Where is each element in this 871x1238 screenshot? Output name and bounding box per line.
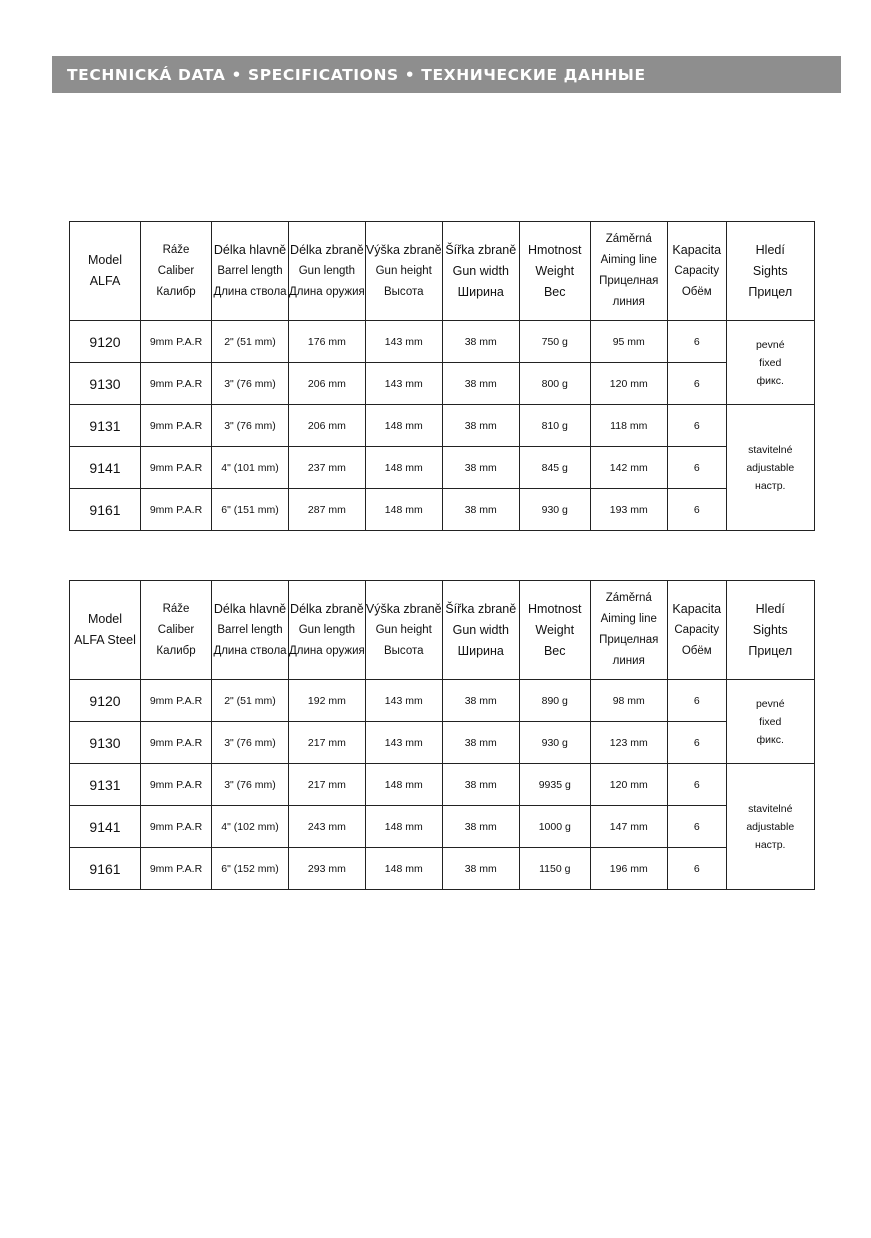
length-cell: 206 mm	[289, 405, 366, 447]
length-cell: 243 mm	[289, 806, 366, 848]
width-cell: 38 mm	[442, 405, 519, 447]
header-caliber: Ráže Caliber Калибр	[141, 222, 212, 321]
caliber-cell: 9mm P.A.R	[141, 722, 212, 764]
table-row	[70, 848, 815, 890]
table-row	[70, 806, 815, 848]
capacity-cell: 6	[667, 405, 726, 447]
capacity-cell: 6	[667, 764, 726, 806]
weight-cell: 930 g	[519, 489, 590, 531]
capacity-cell: 6	[667, 680, 726, 722]
banner-title: TECHNICKÁ DATA • SPECIFICATIONS • ТЕХНИЧЕСКИЕ ДАННЫЕ	[67, 66, 646, 84]
header-weight: Hmotnost Weight Вес	[519, 581, 590, 680]
width-cell: 38 mm	[442, 447, 519, 489]
model-number: 9130	[70, 722, 141, 764]
spec-table-alfa	[69, 221, 815, 531]
barrel-cell: 2" (51 mm)	[212, 321, 289, 363]
height-cell: 148 mm	[365, 489, 442, 531]
header-barrel-length: Délka hlavně Barrel length Длина ствола	[212, 581, 289, 680]
header-barrel-length: Délka hlavně Barrel length Длина ствола	[212, 222, 289, 321]
header-sights: Hledí Sights Прицел	[726, 222, 814, 321]
sights-adjustable-cell: stavitelné adjustable настр.	[726, 405, 814, 531]
header-gun-length: Délka zbraně Gun length Длина оружия	[289, 581, 366, 680]
width-cell: 38 mm	[442, 321, 519, 363]
table-row	[70, 680, 815, 722]
capacity-cell: 6	[667, 447, 726, 489]
header-row	[70, 581, 815, 680]
caliber-cell: 9mm P.A.R	[141, 848, 212, 890]
header-capacity: Kapacita Capacity Обём	[667, 222, 726, 321]
header-model: Model ALFA Steel	[70, 581, 141, 680]
height-cell: 143 mm	[365, 321, 442, 363]
height-cell: 148 mm	[365, 764, 442, 806]
header-gun-height: Výška zbraně Gun height Высота	[365, 222, 442, 321]
width-cell: 38 mm	[442, 764, 519, 806]
header-model: Model ALFA	[70, 222, 141, 321]
model-number: 9161	[70, 489, 141, 531]
width-cell: 38 mm	[442, 489, 519, 531]
weight-cell: 750 g	[519, 321, 590, 363]
height-cell: 143 mm	[365, 680, 442, 722]
sights-fixed-cell: pevné fixed фикс.	[726, 680, 814, 764]
sights-fixed-cell: pevné fixed фикс.	[726, 321, 814, 405]
header-gun-width: Šířka zbraně Gun width Ширина	[442, 581, 519, 680]
aiming-cell: 120 mm	[590, 764, 667, 806]
length-cell: 217 mm	[289, 722, 366, 764]
height-cell: 148 mm	[365, 447, 442, 489]
width-cell: 38 mm	[442, 363, 519, 405]
capacity-cell: 6	[667, 722, 726, 764]
width-cell: 38 mm	[442, 680, 519, 722]
capacity-cell: 6	[667, 806, 726, 848]
table-row	[70, 489, 815, 531]
length-cell: 176 mm	[289, 321, 366, 363]
capacity-cell: 6	[667, 848, 726, 890]
weight-cell: 890 g	[519, 680, 590, 722]
table-row	[70, 447, 815, 489]
barrel-cell: 4" (101 mm)	[212, 447, 289, 489]
aiming-cell: 142 mm	[590, 447, 667, 489]
barrel-cell: 3" (76 mm)	[212, 722, 289, 764]
barrel-cell: 4" (102 mm)	[212, 806, 289, 848]
width-cell: 38 mm	[442, 848, 519, 890]
caliber-cell: 9mm P.A.R	[141, 321, 212, 363]
table-row	[70, 764, 815, 806]
model-number: 9120	[70, 321, 141, 363]
caliber-cell: 9mm P.A.R	[141, 806, 212, 848]
header-gun-height: Výška zbraně Gun height Высота	[365, 581, 442, 680]
weight-cell: 9935 g	[519, 764, 590, 806]
height-cell: 148 mm	[365, 806, 442, 848]
caliber-cell: 9mm P.A.R	[141, 447, 212, 489]
weight-cell: 930 g	[519, 722, 590, 764]
barrel-cell: 6" (151 mm)	[212, 489, 289, 531]
weight-cell: 800 g	[519, 363, 590, 405]
table-row	[70, 722, 815, 764]
table-row	[70, 321, 815, 363]
caliber-cell: 9mm P.A.R	[141, 405, 212, 447]
height-cell: 148 mm	[365, 405, 442, 447]
aiming-cell: 118 mm	[590, 405, 667, 447]
model-number: 9141	[70, 806, 141, 848]
barrel-cell: 3" (76 mm)	[212, 363, 289, 405]
barrel-cell: 3" (76 mm)	[212, 405, 289, 447]
model-number: 9131	[70, 764, 141, 806]
header-aiming-line: Záměrná Aiming line Прицелная линия	[590, 222, 667, 321]
caliber-cell: 9mm P.A.R	[141, 489, 212, 531]
capacity-cell: 6	[667, 363, 726, 405]
model-number: 9130	[70, 363, 141, 405]
height-cell: 143 mm	[365, 363, 442, 405]
header-capacity: Kapacita Capacity Обём	[667, 581, 726, 680]
barrel-cell: 2" (51 mm)	[212, 680, 289, 722]
caliber-cell: 9mm P.A.R	[141, 680, 212, 722]
page-banner	[52, 56, 841, 93]
model-number: 9141	[70, 447, 141, 489]
length-cell: 192 mm	[289, 680, 366, 722]
aiming-cell: 95 mm	[590, 321, 667, 363]
spec-table-alfa-steel	[69, 580, 815, 890]
weight-cell: 1150 g	[519, 848, 590, 890]
header-gun-width: Šířka zbraně Gun width Ширина	[442, 222, 519, 321]
height-cell: 143 mm	[365, 722, 442, 764]
barrel-cell: 6" (152 mm)	[212, 848, 289, 890]
aiming-cell: 120 mm	[590, 363, 667, 405]
height-cell: 148 mm	[365, 848, 442, 890]
header-gun-length: Délka zbraně Gun length Длина оружия	[289, 222, 366, 321]
capacity-cell: 6	[667, 489, 726, 531]
weight-cell: 1000 g	[519, 806, 590, 848]
model-number: 9161	[70, 848, 141, 890]
sights-adjustable-cell: stavitelné adjustable настр.	[726, 764, 814, 890]
length-cell: 293 mm	[289, 848, 366, 890]
model-number: 9120	[70, 680, 141, 722]
table-row	[70, 363, 815, 405]
width-cell: 38 mm	[442, 806, 519, 848]
aiming-cell: 147 mm	[590, 806, 667, 848]
header-aiming-line: Záměrná Aiming line Прицелная линия	[590, 581, 667, 680]
capacity-cell: 6	[667, 321, 726, 363]
aiming-cell: 196 mm	[590, 848, 667, 890]
aiming-cell: 123 mm	[590, 722, 667, 764]
aiming-cell: 193 mm	[590, 489, 667, 531]
barrel-cell: 3" (76 mm)	[212, 764, 289, 806]
caliber-cell: 9mm P.A.R	[141, 764, 212, 806]
header-caliber: Ráže Caliber Калибр	[141, 581, 212, 680]
model-number: 9131	[70, 405, 141, 447]
weight-cell: 810 g	[519, 405, 590, 447]
header-row	[70, 222, 815, 321]
header-sights: Hledí Sights Прицел	[726, 581, 814, 680]
width-cell: 38 mm	[442, 722, 519, 764]
length-cell: 237 mm	[289, 447, 366, 489]
length-cell: 217 mm	[289, 764, 366, 806]
caliber-cell: 9mm P.A.R	[141, 363, 212, 405]
length-cell: 287 mm	[289, 489, 366, 531]
weight-cell: 845 g	[519, 447, 590, 489]
length-cell: 206 mm	[289, 363, 366, 405]
header-weight: Hmotnost Weight Вес	[519, 222, 590, 321]
aiming-cell: 98 mm	[590, 680, 667, 722]
table-row	[70, 405, 815, 447]
